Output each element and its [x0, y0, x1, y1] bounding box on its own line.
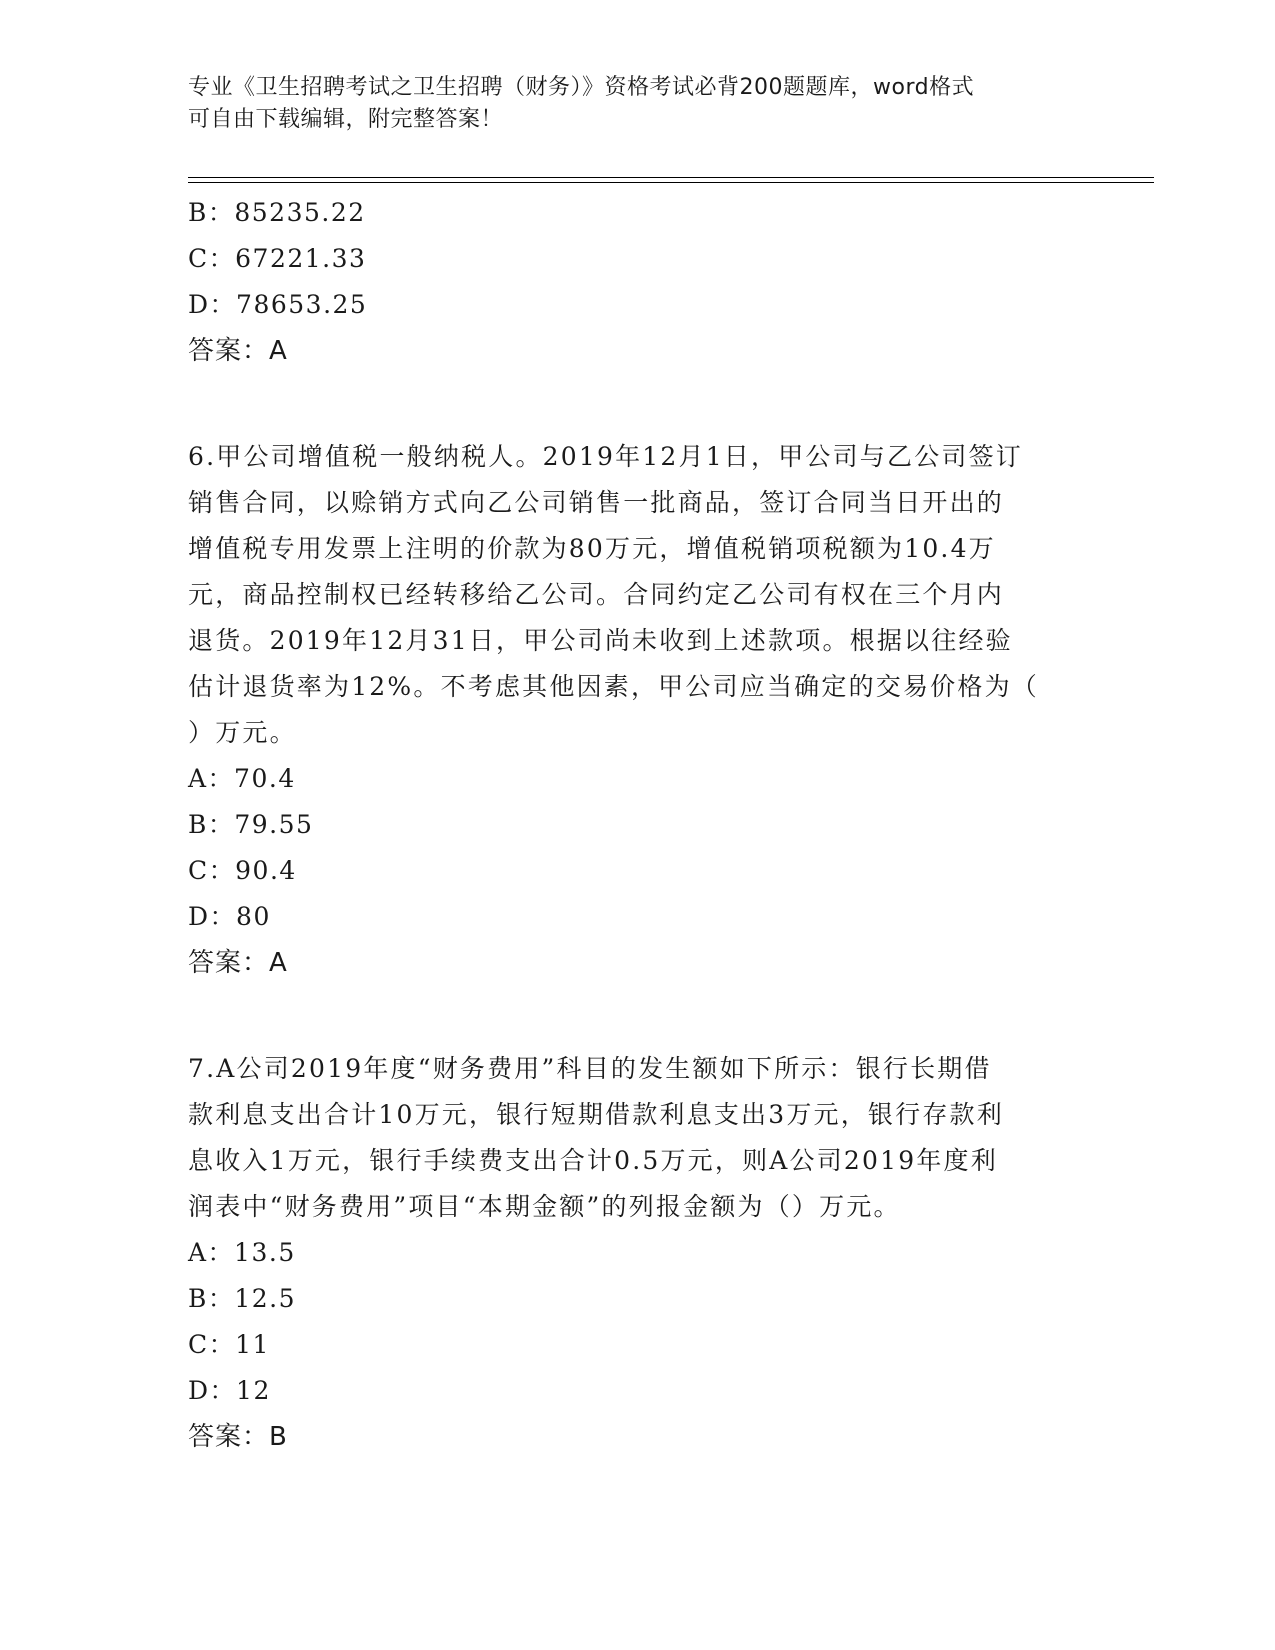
- stem-line: 元，商品控制权已经转移给乙公司。合同约定乙公司有权在三个月内: [188, 580, 1005, 609]
- stem-line: 退货。2019年12月31日，甲公司尚未收到上述款项。根据以往经验: [188, 626, 1013, 655]
- stem-line: ）万元。: [188, 718, 297, 747]
- spacer: [188, 986, 1088, 1046]
- stem-line: 估计退货率为12%。不考虑其他因素，甲公司应当确定的交易价格为（: [188, 672, 1039, 701]
- option-d: D：78653.25: [188, 290, 368, 319]
- header-rule-thick: [188, 182, 1154, 183]
- option-d: D：12: [188, 1376, 271, 1405]
- stem-line: 润表中“财务费用”项目“本期金额”的列报金额为（）万元。: [188, 1192, 901, 1221]
- question-7: [188, 1046, 1088, 1460]
- question-stem: [188, 434, 1088, 756]
- spacer: [188, 374, 1088, 434]
- option-b: B：12.5: [188, 1284, 297, 1313]
- option-c: C：90.4: [188, 856, 297, 885]
- option-b: B：85235.22: [188, 198, 366, 227]
- header-rule-thin: [188, 177, 1154, 178]
- stem-line: 7.A公司2019年度“财务费用”科目的发生额如下所示：银行长期借: [188, 1054, 992, 1083]
- answer: 答案：A: [188, 336, 288, 366]
- answer: 答案：B: [188, 1422, 288, 1452]
- header-line-1: 专业《卫生招聘考试之卫生招聘（财务）》资格考试必背200题题库，word格式: [188, 75, 975, 100]
- question-6: [188, 434, 1088, 986]
- option-c: C：11: [188, 1330, 270, 1359]
- option-a: A：13.5: [188, 1238, 296, 1267]
- stem-line: 增值税专用发票上注明的价款为80万元，增值税销项税额为10.4万: [188, 534, 996, 563]
- option-d: D：80: [188, 902, 271, 931]
- document-header: [188, 72, 1088, 136]
- header-line-2: 可自由下载编辑，附完整答案！: [188, 107, 504, 132]
- stem-line: 息收入1万元，银行手续费支出合计0.5万元，则A公司2019年度利: [188, 1146, 998, 1175]
- question-stem: [188, 1046, 1088, 1230]
- question-5-tail: [188, 190, 1088, 374]
- stem-line: 6.甲公司增值税一般纳税人。2019年12月1日，甲公司与乙公司签订: [188, 442, 1023, 471]
- document-body: [188, 190, 1088, 1460]
- answer: 答案：A: [188, 948, 288, 978]
- option-a: A：70.4: [188, 764, 296, 793]
- stem-line: 销售合同，以赊销方式向乙公司销售一批商品，签订合同当日开出的: [188, 488, 1005, 517]
- option-b: B：79.55: [188, 810, 314, 839]
- option-c: C：67221.33: [188, 244, 367, 273]
- stem-line: 款利息支出合计10万元，银行短期借款利息支出3万元，银行存款利: [188, 1100, 1004, 1129]
